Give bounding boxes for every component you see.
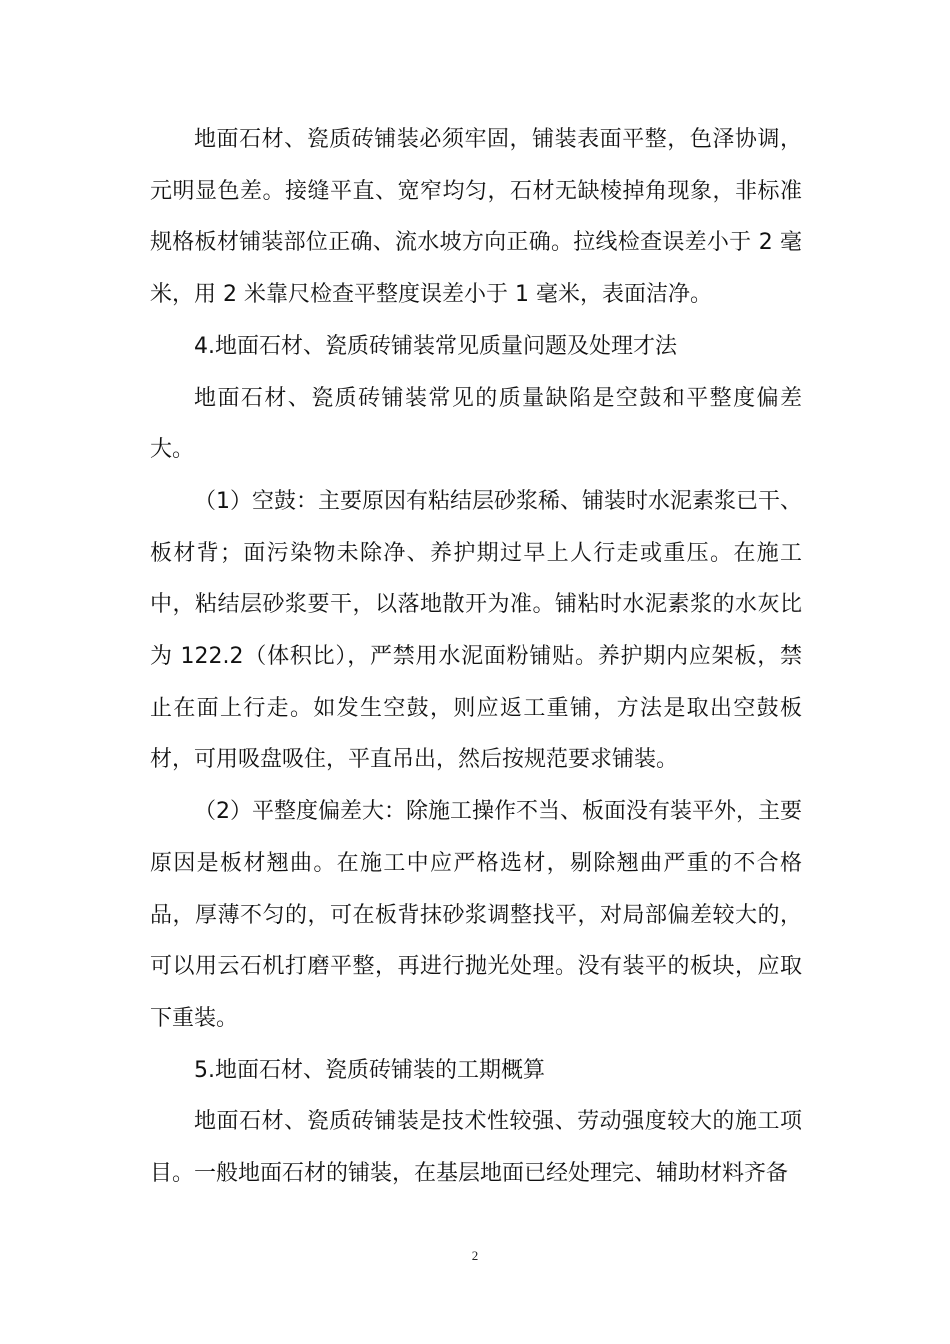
paragraph-schedule-intro: 地面石材、瓷质砖铺装是技术性较强、劳动强度较大的施工项目。一般地面石材的铺装，在基层地面已经处理完、辅助材料齐备 [150,1109,802,1187]
document-body [150,114,802,1200]
section-heading-quality-problems: 4.地面石材、瓷质砖铺装常见质量问题及处理才法 [194,333,677,359]
paragraph-common-defects: 地面石材、瓷质砖铺装常见的质量缺陷是空鼓和平整度偏差大。 [150,385,802,463]
paragraph-hollow-drum: （1）空鼓：主要原因有粘结层砂浆稀、铺装时水泥素浆已干、板材背；面污染物未除净、养护期过早上人行走或重压。在施工中，粘结层砂浆要干，以落地散开为准。铺粘时水泥素浆的水灰比为 122.2（体积比），严禁用水泥面粉铺贴。养护期内应架板，禁止在面上行走。如发生空鼓，则应返工重铺，方法是取出空鼓板材，可用吸盘吸住，平直吊出，然后按规范要求铺装。 [150,488,802,773]
section-heading-schedule-estimate: 5.地面石材、瓷质砖铺装的工期概算 [194,1057,545,1083]
page-number: 2 [471,1248,479,1263]
paragraph-flatness-deviation: （2）平整度偏差大：除施工操作不当、板面没有装平外，主要原因是板材翘曲。在施工中应严格选材，剔除翘曲严重的不合格品，厚薄不匀的，可在板背抹砂浆调整找平，对局部偏差较大的，可以用云石机打磨平整，再进行抛光处理。没有装平的板块，应取下重装。 [150,799,802,1031]
paragraph-acceptance-criteria: 地面石材、瓷质砖铺装必须牢固，铺装表面平整，色泽协调，元明显色差。接缝平直、宽窄均匀，石材无缺棱掉角现象，非标准规格板材铺装部位正确、流水坡方向正确。拉线检查误差小于 2 毫米，用 2 米靠尺检查平整度误差小于 1 毫米，表面洁净。 [150,127,802,308]
